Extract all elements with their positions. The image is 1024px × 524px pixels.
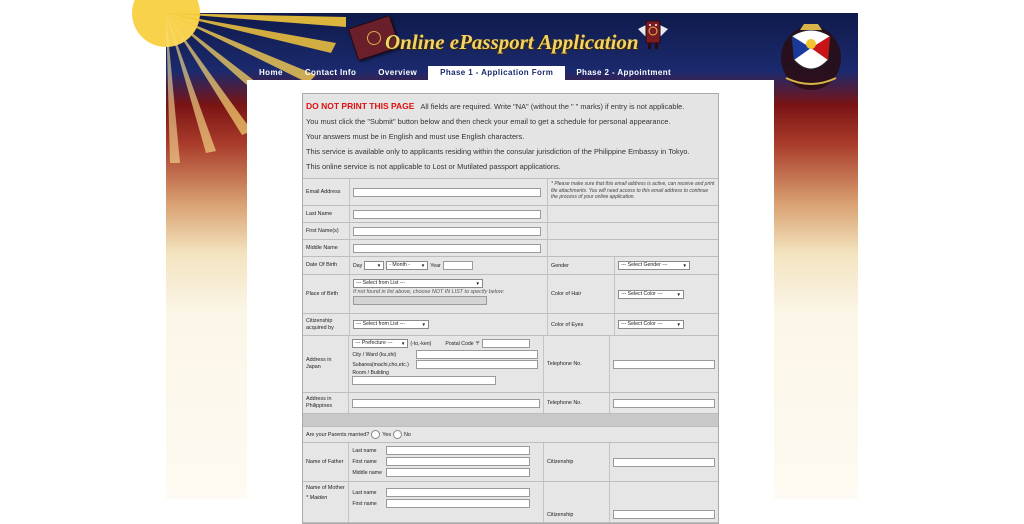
required-note: All fields are required. Write "NA" (without the " " marks) if entry is not applicable.	[420, 102, 685, 111]
email-cell	[350, 179, 548, 205]
room-input[interactable]	[352, 376, 496, 385]
eyes-label: Color of Eyes	[548, 314, 615, 335]
ken-label: (-to,-ken)	[410, 340, 432, 347]
city-input[interactable]	[416, 350, 538, 359]
form-row-father	[303, 443, 718, 482]
form-row-email	[303, 179, 718, 206]
gender-label: Gender	[548, 257, 615, 274]
middle-name-label: Middle Name	[303, 240, 350, 256]
form-row-address-philippines	[303, 393, 718, 414]
postal-code-label: Postal Code 〒	[445, 341, 481, 347]
citizenship-cell	[350, 314, 548, 335]
last-name-cell	[350, 206, 548, 222]
empty-cell	[548, 240, 718, 256]
form-row-parents-married	[303, 427, 718, 443]
nav-phase1-application-form[interactable]: Phase 1 - Application Form	[428, 66, 565, 80]
father-citizenship-cell	[610, 443, 718, 481]
application-form	[302, 93, 719, 524]
mother-first-label: First name	[352, 500, 377, 507]
form-row-mother	[303, 482, 718, 523]
father-citizenship-label: Citizenship	[544, 443, 610, 481]
gender-cell	[615, 257, 718, 274]
nav-phase2-appointment[interactable]: Phase 2 - Appointment	[576, 68, 672, 77]
first-name-label: First Name(s)	[303, 223, 350, 239]
day-label: Day	[353, 262, 363, 269]
place-of-birth-other-input[interactable]	[353, 296, 487, 305]
address-ph-input[interactable]	[352, 399, 540, 408]
form-row-middle-name	[303, 240, 718, 257]
form-row-citizenship	[303, 314, 718, 336]
father-first-label: First name	[352, 458, 377, 465]
place-of-birth-hint: If not found in list above, choose NOT IN LIST to specify below:	[353, 289, 505, 295]
empty-cell	[548, 223, 718, 239]
philippine-embassy-seal	[778, 20, 844, 92]
room-label: Room / Building	[352, 370, 389, 376]
mother-citizenship-cell	[610, 482, 718, 522]
father-middle-label: Middle name	[352, 469, 383, 476]
nav-contact-info[interactable]: Contact Info	[304, 68, 357, 77]
day-select[interactable]	[364, 261, 384, 270]
telephone2-input[interactable]	[613, 399, 715, 408]
subarea-label: Subarea(machi,cho,etc.)	[352, 361, 409, 368]
email-label: Email Address	[303, 179, 350, 205]
parents-married-yes-radio[interactable]	[371, 430, 380, 439]
mother-cell	[349, 482, 544, 522]
email-note: * Please make sure that this email address is active, can receive and print file attachments. You will need access to this email address to continue the process of your online application.	[551, 181, 715, 200]
parents-married-no-radio[interactable]	[393, 430, 402, 439]
form-row-address-japan	[303, 336, 718, 393]
father-middle-input[interactable]	[386, 468, 530, 477]
year-input[interactable]	[443, 261, 473, 270]
eye-color-select[interactable]: --- Select Color --- ▼	[618, 320, 684, 329]
last-name-label: Last Name	[303, 206, 350, 222]
intro-line: This online service is not applicable to Lost or Mutilated passport applications.	[306, 162, 561, 171]
father-citizenship-input[interactable]	[613, 458, 715, 467]
month-select[interactable]: - Month - ▼	[386, 261, 428, 270]
mother-label-cell	[303, 482, 349, 522]
gender-select[interactable]: --- Select Gender --- ▼	[618, 261, 690, 270]
form-row-dob	[303, 257, 718, 275]
place-of-birth-cell	[350, 275, 548, 313]
city-label: City / Ward (ku,shi)	[352, 351, 397, 358]
hair-color-select[interactable]: --- Select Color --- ▼	[618, 290, 684, 299]
prefecture-select[interactable]: --- Prefecture --- ▼	[352, 339, 408, 348]
no-label: No	[404, 431, 411, 438]
nav-home[interactable]: Home	[259, 68, 283, 77]
content-page	[247, 80, 774, 518]
dob-label: Date Of Birth	[303, 257, 350, 274]
empty-cell	[548, 206, 718, 222]
father-label: Name of Father	[303, 443, 349, 481]
place-of-birth-label: Place of Birth	[303, 275, 350, 313]
place-of-birth-select[interactable]: --- Select from List --- ▼	[353, 279, 483, 288]
instructions	[303, 94, 718, 179]
nav-overview[interactable]: Overview	[378, 68, 418, 77]
main-nav	[248, 66, 682, 80]
father-first-input[interactable]	[386, 457, 530, 466]
section-separator	[303, 414, 718, 427]
form-row-last-name	[303, 206, 718, 223]
postal-code-input[interactable]	[482, 339, 530, 348]
hair-cell	[615, 275, 718, 313]
site-title: Online ePassport Application	[385, 30, 639, 54]
intro-line: This service is available only to applicants residing within the consular jurisdiction of the Philippine Embassy in Tokyo.	[306, 147, 690, 156]
telephone-cell	[610, 336, 718, 392]
mother-last-label: Last name	[352, 489, 377, 496]
year-label: Year	[430, 262, 441, 269]
mother-label: Name of Mother	[306, 485, 345, 491]
telephone2-cell	[610, 393, 718, 413]
parents-married-label: Are your Parents married?	[306, 431, 370, 438]
page-frame	[166, 13, 858, 518]
address-ph-label: Address in Philippines	[303, 393, 349, 413]
mother-first-input[interactable]	[386, 499, 530, 508]
yes-label: Yes	[382, 431, 392, 438]
father-last-input[interactable]	[386, 446, 530, 455]
first-name-input[interactable]	[353, 227, 541, 236]
passport-mascot-icon	[636, 15, 670, 53]
form-row-first-name	[303, 223, 718, 240]
telephone-input[interactable]	[613, 360, 715, 369]
hair-label: Color of Hair	[548, 275, 615, 313]
telephone2-label: Telephone No.	[544, 393, 610, 413]
middle-name-cell	[350, 240, 548, 256]
first-name-cell	[350, 223, 548, 239]
father-last-label: Last name	[352, 447, 377, 454]
intro-required-line	[306, 99, 715, 114]
mother-last-input[interactable]	[386, 488, 530, 497]
middle-name-input[interactable]	[353, 244, 541, 253]
address-japan-cell	[349, 336, 544, 392]
address-ph-cell	[349, 393, 544, 413]
form-row-place-of-birth	[303, 275, 718, 314]
eyes-cell	[615, 314, 718, 335]
intro-line: Your answers must be in English and must use English characters.	[306, 132, 525, 141]
father-cell	[349, 443, 544, 481]
intro-line: You must click the "Submit" button below and then check your email to get a schedule for personal appearance.	[306, 117, 671, 126]
mother-citizenship-label: Citizenship	[544, 482, 610, 522]
maiden-note: * Maiden	[306, 495, 328, 501]
mother-citizenship-input[interactable]	[613, 510, 715, 519]
do-not-print-warning: DO NOT PRINT THIS PAGE	[306, 101, 415, 111]
email-input[interactable]	[353, 188, 541, 197]
subarea-input[interactable]	[416, 360, 538, 369]
dob-cell	[350, 257, 548, 274]
last-name-input[interactable]	[353, 210, 541, 219]
address-japan-label: Address in Japan	[303, 336, 349, 392]
telephone-label: Telephone No.	[544, 336, 610, 392]
citizenship-label: Citizenship acquired by	[303, 314, 350, 335]
citizenship-select[interactable]: --- Select from List --- ▼	[353, 320, 429, 329]
